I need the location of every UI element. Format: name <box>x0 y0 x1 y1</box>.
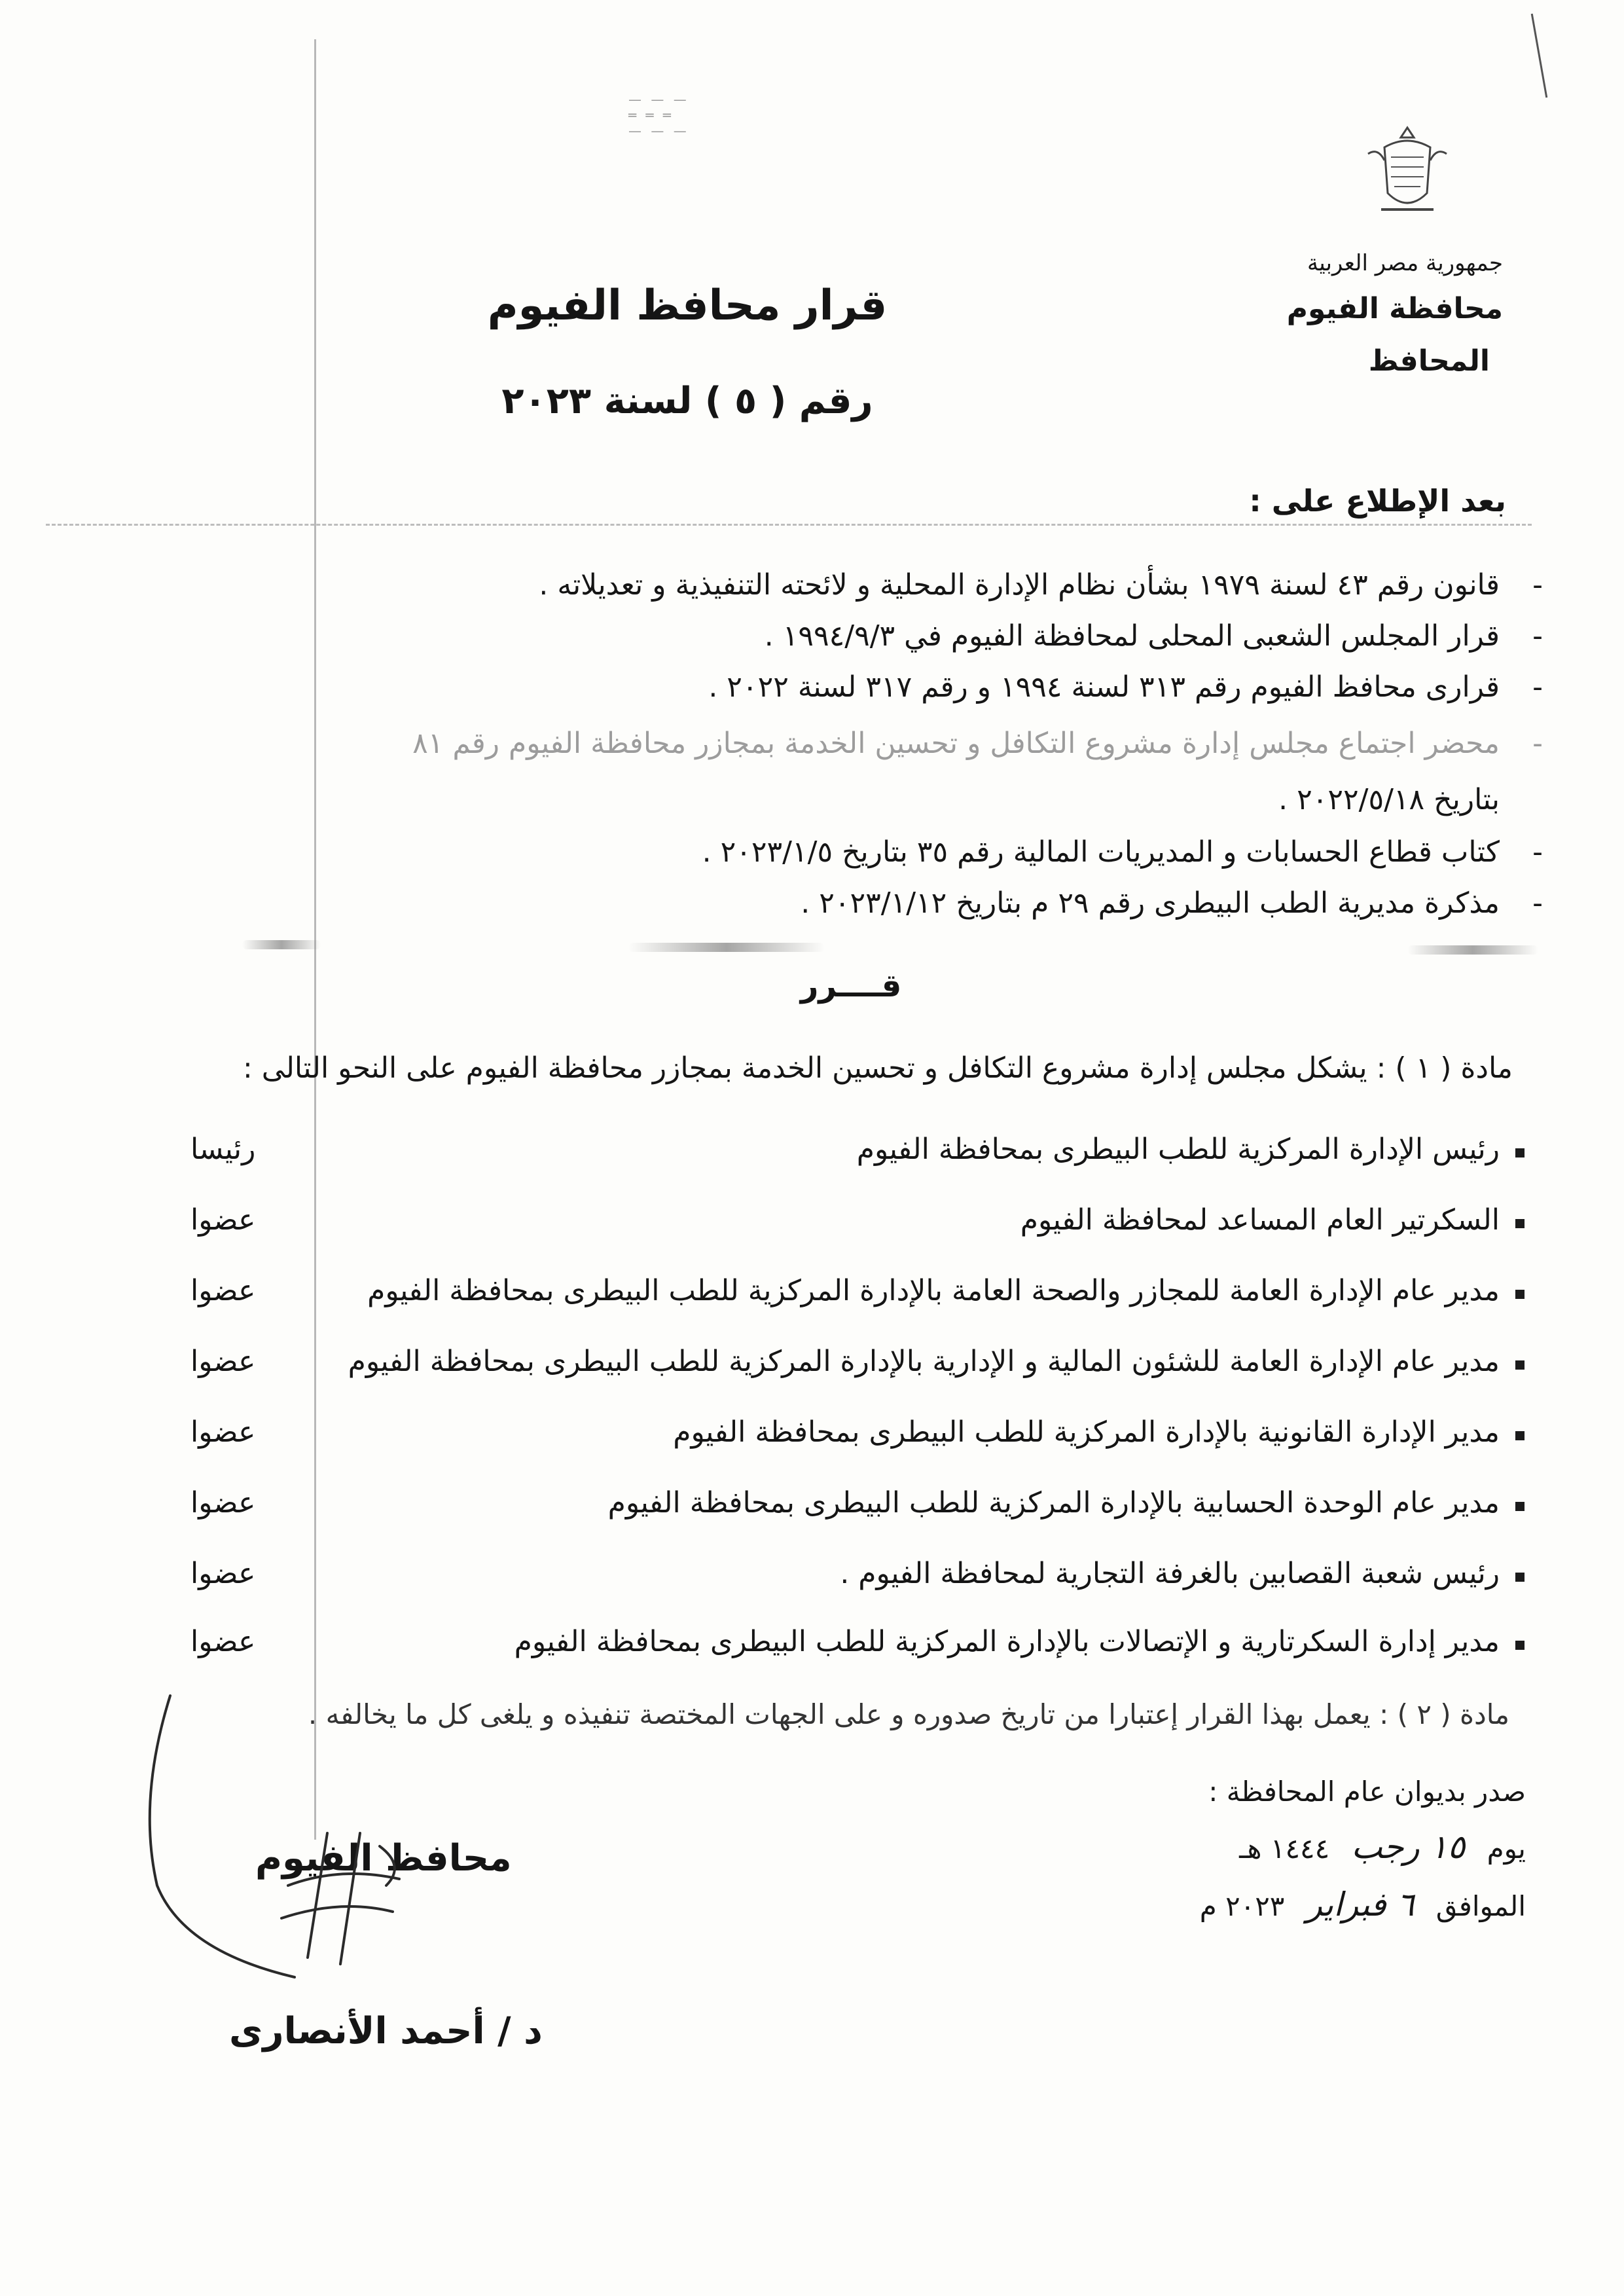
bullet-square-icon <box>1515 1148 1525 1157</box>
member-row: مدير إدارة السكرتارية و الإتصالات بالإدارة المركزية للطب البيطرى بمحافظة الفيوم عضوا <box>190 1625 1500 1671</box>
article-2: مادة ( ٢ ) : يعمل بهذا القرار إعتبارا من تاريخ صدوره و على الجهات المختصة تنفيذه و يلغى كل ما يخالفه . <box>308 1698 1509 1730</box>
header-separator <box>46 524 1532 526</box>
bullet-square-icon <box>1515 1573 1525 1582</box>
bullet-square-icon <box>1515 1502 1525 1511</box>
member-role: رئيسا <box>190 1133 256 1166</box>
member-role: عضوا <box>190 1203 256 1237</box>
member-role: عضوا <box>190 1415 256 1449</box>
member-row: مدير عام الإدارة العامة للشئون المالية و الإدارية بالإدارة المركزية للطب البيطرى بمحافظة الفيوم عضوا <box>190 1345 1500 1391</box>
scan-smudge-right <box>1407 945 1538 955</box>
reference-item: - قانون رقم ٤٣ لسنة ١٩٧٩ بشأن نظام الإدارة المحلية و لائحته التنفيذية و تعديلاته . <box>539 568 1543 602</box>
member-role: عضوا <box>190 1486 256 1520</box>
decision-title: قرار محافظ الفيوم <box>487 282 888 330</box>
gregorian-date-line: الموافق ٦ فبراير ٢٠٢٣ م <box>1199 1886 1526 1923</box>
article-1-intro: مادة ( ١ ) : يشكل مجلس إدارة مشروع التكافل و تحسين الخدمة بمجازر محافظة الفيوم على النحو التالى : <box>242 1051 1513 1085</box>
member-role: عضوا <box>190 1557 256 1590</box>
decision-heading: قــــرر <box>800 968 902 1004</box>
issuance-place: صدر بديوان عام المحافظة : <box>1208 1776 1526 1808</box>
member-row: مدير الإدارة القانونية بالإدارة المركزية للطب البيطرى بمحافظة الفيوم عضوا <box>190 1415 1500 1461</box>
member-role: عضوا <box>190 1625 256 1658</box>
governorate-name: محافظة الفيوم <box>1286 292 1503 325</box>
member-row: السكرتير العام المساعد لمحافظة الفيوم عضوا <box>190 1203 1500 1249</box>
reference-item: - قرارى محافظ الفيوم رقم ٣١٣ لسنة ١٩٩٤ و رقم ٣١٧ لسنة ٢٠٢٢ . <box>708 670 1543 704</box>
office-name: المحافظ <box>1368 344 1490 378</box>
faded-seal: — — — ═ ═ ═ — — — <box>628 92 689 139</box>
member-row: مدير عام الوحدة الحسابية بالإدارة المركزية للطب البيطرى بمحافظة الفيوم عضوا <box>190 1486 1500 1532</box>
member-role: عضوا <box>190 1345 256 1378</box>
bullet-square-icon <box>1515 1431 1525 1440</box>
scan-smudge-mid <box>628 943 825 952</box>
signatory-name: د / أحمد الأنصارى <box>229 2010 543 2052</box>
member-row: رئيس الإدارة المركزية للطب البيطرى بمحافظة الفيوم رئيسا <box>190 1133 1500 1178</box>
reference-item: - كتاب قطاع الحسابات و المديريات المالية رقم ٣٥ بتاريخ ٢٠٢٣/١/٥ . <box>702 835 1543 869</box>
handwritten-gregorian-date: ٦ فبراير <box>1306 1886 1415 1923</box>
bullet-square-icon <box>1515 1641 1525 1650</box>
reference-item: - قرار المجلس الشعبى المحلى لمحافظة الفيوم في ١٩٩٤/٩/٣ . <box>764 619 1543 653</box>
reference-item: - مذكرة مديرية الطب البيطرى رقم ٢٩ م بتاريخ ٢٠٢٣/١/١٢ . <box>801 886 1543 920</box>
top-right-scan-mark <box>1531 14 1548 98</box>
handwritten-hijri-date: ١٥ رجب <box>1351 1828 1466 1866</box>
bullet-square-icon <box>1515 1360 1525 1370</box>
signatory-title: محافظ الفيوم <box>255 1837 512 1880</box>
member-role: عضوا <box>190 1274 256 1307</box>
bullet-square-icon <box>1515 1290 1525 1299</box>
decision-number: رقم ( ٥ ) لسنة ٢٠٢٣ <box>501 380 873 422</box>
eagle-emblem-icon <box>1362 121 1453 223</box>
reference-item-continuation: بتاريخ ٢٠٢٢/٥/١٨ . <box>1278 783 1500 816</box>
bullet-square-icon <box>1515 1219 1525 1228</box>
country-name: جمهورية مصر العربية <box>1307 250 1503 276</box>
preamble-heading: بعد الإطلاع على : <box>1249 483 1506 519</box>
scan-smudge-left <box>242 940 321 949</box>
hijri-date-line: يوم ١٥ رجب ١٤٤٤ هـ <box>1239 1828 1526 1866</box>
handwritten-signature <box>131 1669 497 2010</box>
member-row: رئيس شعبة القصابين بالغرفة التجارية لمحافظة الفيوم . عضوا <box>190 1557 1500 1603</box>
member-row: مدير عام الإدارة العامة للمجازر والصحة العامة بالإدارة المركزية للطب البيطرى بمحافظة الفيوم عضوا <box>190 1274 1500 1320</box>
reference-item: - محضر اجتماع مجلس إدارة مشروع التكافل و تحسين الخدمة بمجازر محافظة الفيوم رقم ٨١ <box>412 727 1543 760</box>
